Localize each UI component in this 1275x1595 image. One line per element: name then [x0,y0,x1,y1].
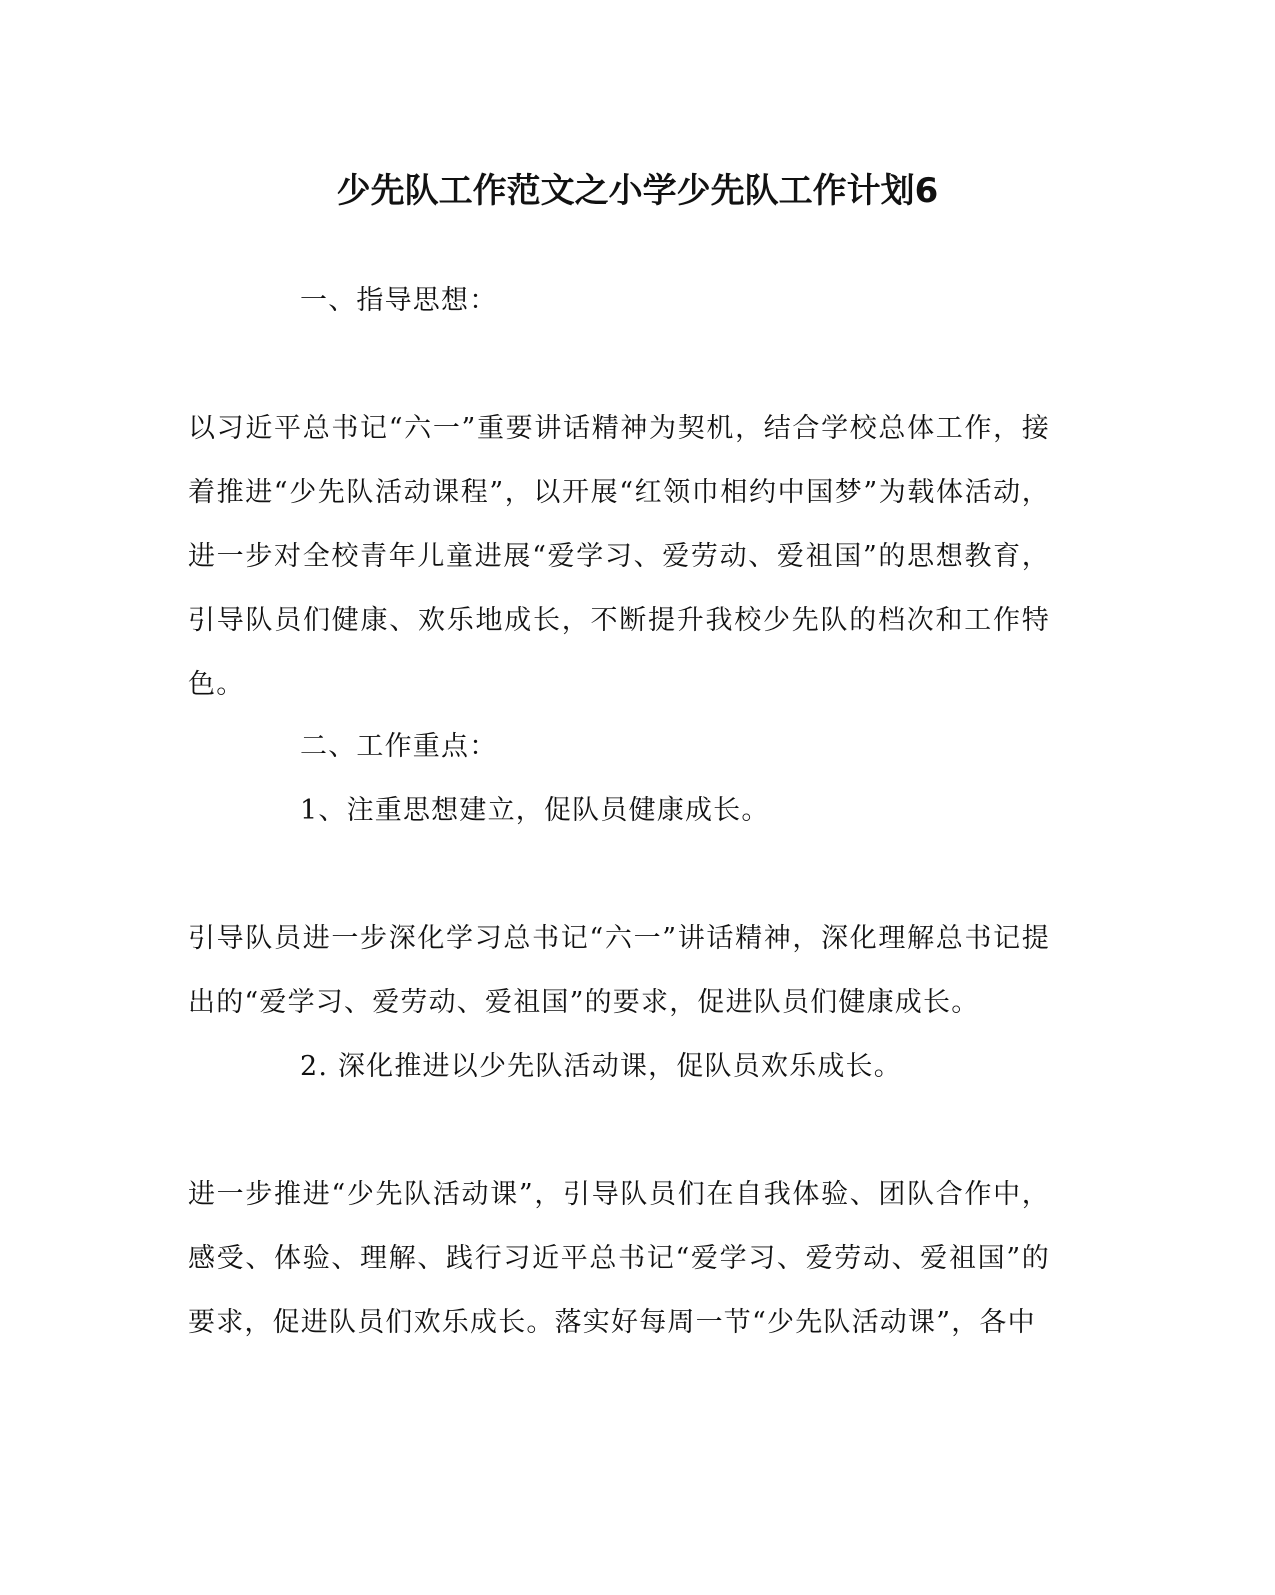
item-heading-2: 2. 深化推进以少先队活动课，促队员欢乐成长。 [300,1051,902,1082]
item-2-paragraph: 进一步推进“少先队活动课”，引导队员们在自我体验、团队合作中，感受、体验、理解、践行习近平总书记“爱学习、爱劳动、爱祖国”的要求，促进队员们欢乐成长。落实好每周一节“少先队活动课”，各中 [188,1179,1050,1338]
section-heading-guiding-thought: 一、指导思想： [300,285,498,316]
guiding-thought-paragraph: 以习近平总书记“六一”重要讲话精神为契机，结合学校总体工作，接着推进“少先队活动课程”，以开展“红领巾相约中国梦”为载体活动，进一步对全校青年儿童进展“爱学习、爱劳动、爱祖国”的思想教育，引导队员们健康、欢乐地成长，不断提升我校少先队的档次和工作特色。 [188,413,1050,700]
item-heading-1: 1、注重思想建立，促队员健康成长。 [300,795,770,826]
section-heading-work-focus: 二、工作重点： [300,731,498,762]
document-title: 少先队工作范文之小学少先队工作计划6 [336,171,939,211]
item-1-paragraph: 引导队员进一步深化学习总书记“六一”讲话精神，深化理解总书记提出的“爱学习、爱劳动、爱祖国”的要求，促进队员们健康成长。 [188,923,1050,1018]
